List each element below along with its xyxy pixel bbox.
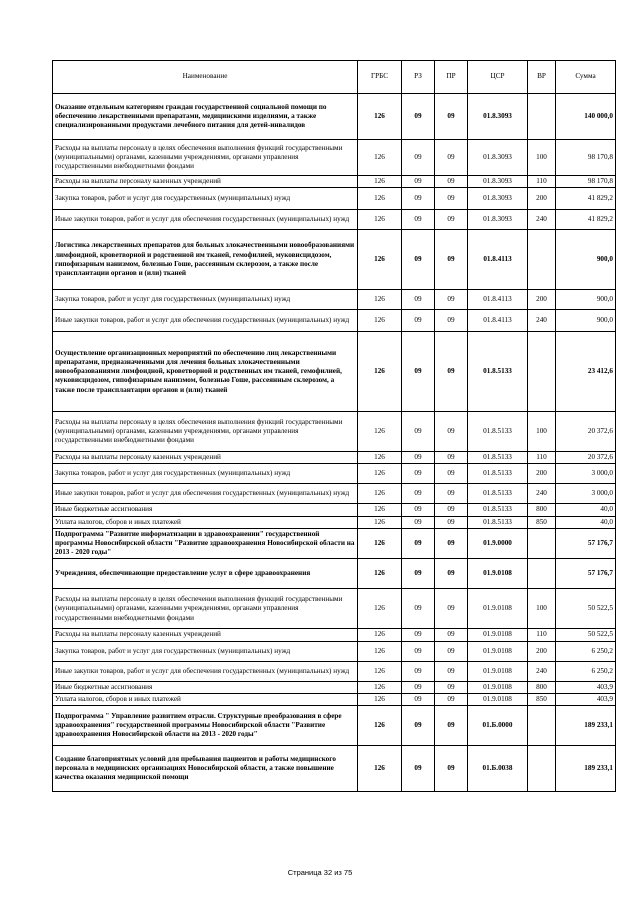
cell-sum: 3 000,0 [556,484,616,504]
cell-name: Подпрограмма "Развитие информатизации в здравоохранении" государственной программы Новосибирской области "Развитие здравоохранения Новосибирской области на 2013 - 2020 годы" [53,528,358,559]
cell-grbs: 126 [358,528,402,559]
cell-sum: 140 000,0 [556,94,616,140]
cell-rz: 09 [402,94,435,140]
cell-grbs: 126 [358,464,402,484]
table-row [53,140,616,176]
cell-grbs: 126 [358,140,402,176]
cell-sum: 403,9 [556,693,616,705]
cell-name: Иные закупки товаров, работ и услуг для обеспечения государственных (муниципальных) нужд [53,484,358,504]
table-row [53,516,616,528]
cell-pr: 09 [435,210,468,230]
cell-sum: 40,0 [556,516,616,528]
cell-pr: 09 [435,559,468,589]
cell-grbs: 126 [358,176,402,188]
cell-csr: 01.8.5133 [468,504,528,516]
cell-grbs: 126 [358,412,402,452]
cell-grbs: 126 [358,452,402,464]
cell-pr: 09 [435,230,468,290]
table-row [53,332,616,412]
cell-grbs: 126 [358,504,402,516]
table-row [53,528,616,559]
cell-pr: 09 [435,412,468,452]
cell-pr: 09 [435,484,468,504]
cell-name: Расходы на выплаты персоналу казенных учреждений [53,452,358,464]
cell-rz: 09 [402,230,435,290]
cell-vr [528,528,556,559]
cell-vr [528,94,556,140]
cell-vr: 200 [528,464,556,484]
table-header-row [53,61,616,94]
cell-pr: 09 [435,589,468,629]
cell-rz: 09 [402,332,435,412]
cell-name: Закупка товаров, работ и услуг для государственных (муниципальных) нужд [53,641,358,661]
cell-name: Иные бюджетные ассигнования [53,681,358,693]
cell-grbs: 126 [358,629,402,641]
header-name: Наименование [53,61,358,94]
page-footer: Страница 32 из 75 [287,868,353,877]
cell-name: Расходы на выплаты персоналу казенных учреждений [53,629,358,641]
cell-grbs: 126 [358,746,402,792]
table-row [53,661,616,681]
cell-name: Расходы на выплаты персоналу в целях обеспечения выполнения функций государственными (муниципальными) органами, казенными учреждениями, органами управления государственными внебюджетными фондами [53,589,358,629]
cell-csr: 01.8.3093 [468,188,528,210]
cell-pr: 09 [435,681,468,693]
cell-vr [528,230,556,290]
cell-csr: 01.9.0108 [468,559,528,589]
cell-csr: 01.8.5133 [468,464,528,484]
cell-sum: 57 176,7 [556,528,616,559]
cell-grbs: 126 [358,94,402,140]
header-grbs: ГРБС [358,61,402,94]
cell-name: Уплата налогов, сборов и иных платежей [53,516,358,528]
cell-name: Иные закупки товаров, работ и услуг для обеспечения государственных (муниципальных) нужд [53,310,358,332]
cell-grbs: 126 [358,210,402,230]
cell-rz: 09 [402,706,435,746]
header-rz: РЗ [402,61,435,94]
table-row [53,94,616,140]
table-row [53,290,616,310]
cell-pr: 09 [435,528,468,559]
cell-vr: 200 [528,188,556,210]
cell-sum: 98 170,8 [556,176,616,188]
cell-grbs: 126 [358,559,402,589]
cell-csr: 01.8.5133 [468,484,528,504]
cell-pr: 09 [435,746,468,792]
cell-grbs: 126 [358,706,402,746]
table-row [53,559,616,589]
table-row [53,310,616,332]
cell-pr: 09 [435,706,468,746]
cell-rz: 09 [402,464,435,484]
cell-csr: 01.8.4113 [468,310,528,332]
cell-sum: 41 829,2 [556,210,616,230]
cell-rz: 09 [402,661,435,681]
cell-csr: 01.8.4113 [468,230,528,290]
cell-csr: 01.9.0108 [468,589,528,629]
cell-csr: 01.9.0108 [468,641,528,661]
cell-grbs: 126 [358,681,402,693]
cell-grbs: 126 [358,290,402,310]
table-body [53,94,616,792]
cell-pr: 09 [435,332,468,412]
table-row [53,746,616,792]
cell-pr: 09 [435,516,468,528]
cell-rz: 09 [402,629,435,641]
table-row [53,484,616,504]
cell-grbs: 126 [358,661,402,681]
cell-pr: 09 [435,504,468,516]
cell-sum: 6 250,2 [556,661,616,681]
cell-rz: 09 [402,176,435,188]
cell-rz: 09 [402,641,435,661]
cell-vr: 850 [528,693,556,705]
cell-vr: 110 [528,452,556,464]
table-row [53,693,616,705]
cell-name: Закупка товаров, работ и услуг для государственных (муниципальных) нужд [53,464,358,484]
cell-grbs: 126 [358,693,402,705]
cell-sum: 50 522,5 [556,629,616,641]
table-row [53,504,616,516]
cell-rz: 09 [402,746,435,792]
cell-name: Создание благоприятных условий для пребывания пациентов и работы медицинского персонала в медицинских организациях Новосибирской области, а также повышение качества оказания медицинской помощи [53,746,358,792]
cell-sum: 23 412,6 [556,332,616,412]
table-row [53,641,616,661]
cell-grbs: 126 [358,484,402,504]
cell-pr: 09 [435,310,468,332]
table-row [53,629,616,641]
cell-grbs: 126 [358,332,402,412]
cell-csr: 01.Б.0000 [468,706,528,746]
cell-rz: 09 [402,290,435,310]
cell-vr: 800 [528,681,556,693]
cell-sum: 57 176,7 [556,559,616,589]
cell-sum: 900,0 [556,290,616,310]
cell-sum: 98 170,8 [556,140,616,176]
cell-csr: 01.9.0108 [468,681,528,693]
cell-sum: 20 372,6 [556,412,616,452]
cell-rz: 09 [402,528,435,559]
cell-vr: 240 [528,210,556,230]
cell-grbs: 126 [358,589,402,629]
cell-pr: 09 [435,464,468,484]
cell-rz: 09 [402,188,435,210]
cell-vr [528,559,556,589]
cell-name: Осуществление организационных мероприятий по обеспечению лиц лекарственными препаратами, предназначенными для лечения больных злокачественными новообразованиями лимфоидной, кроветворной и родственных им тканей, гемофилией, муковисцидозом, гипофизарным нанизмом, болезнью Гоше, рассеянным склерозом, а также после трансплантации органов и (или) тканей [53,332,358,412]
cell-csr: 01.9.0108 [468,629,528,641]
cell-name: Уплата налогов, сборов и иных платежей [53,693,358,705]
cell-rz: 09 [402,559,435,589]
table-row [53,589,616,629]
cell-rz: 09 [402,589,435,629]
cell-pr: 09 [435,176,468,188]
cell-grbs: 126 [358,310,402,332]
cell-rz: 09 [402,484,435,504]
cell-pr: 09 [435,290,468,310]
cell-rz: 09 [402,504,435,516]
cell-sum: 189 233,1 [556,706,616,746]
header-pr: ПР [435,61,468,94]
cell-vr: 850 [528,516,556,528]
cell-pr: 09 [435,641,468,661]
cell-csr: 01.8.3093 [468,94,528,140]
cell-vr [528,746,556,792]
cell-vr: 100 [528,412,556,452]
table-row [53,176,616,188]
cell-name: Расходы на выплаты персоналу в целях обеспечения выполнения функций государственными (муниципальными) органами, казенными учреждениями, органами управления государственными внебюджетными фондами [53,140,358,176]
cell-name: Расходы на выплаты персоналу казенных учреждений [53,176,358,188]
cell-rz: 09 [402,516,435,528]
cell-name: Иные закупки товаров, работ и услуг для обеспечения государственных (муниципальных) нужд [53,210,358,230]
cell-sum: 403,9 [556,681,616,693]
cell-sum: 189 233,1 [556,746,616,792]
budget-table [52,60,616,792]
table-row [53,412,616,452]
cell-vr: 110 [528,176,556,188]
cell-rz: 09 [402,452,435,464]
cell-grbs: 126 [358,516,402,528]
cell-pr: 09 [435,629,468,641]
cell-vr: 200 [528,641,556,661]
cell-csr: 01.9.0108 [468,661,528,681]
cell-name: Закупка товаров, работ и услуг для государственных (муниципальных) нужд [53,188,358,210]
cell-csr: 01.8.5133 [468,332,528,412]
cell-vr: 200 [528,290,556,310]
table-row [53,681,616,693]
cell-sum: 41 829,2 [556,188,616,210]
table-row [53,706,616,746]
cell-csr: 01.9.0108 [468,693,528,705]
cell-vr: 100 [528,140,556,176]
cell-vr: 800 [528,504,556,516]
table-row [53,464,616,484]
cell-rz: 09 [402,681,435,693]
cell-pr: 09 [435,661,468,681]
cell-pr: 09 [435,188,468,210]
cell-sum: 3 000,0 [556,464,616,484]
cell-vr: 240 [528,661,556,681]
cell-name: Расходы на выплаты персоналу в целях обеспечения выполнения функций государственными (муниципальными) органами, казенными учреждениями, органами управления государственными внебюджетными фондами [53,412,358,452]
cell-csr: 01.8.3093 [468,140,528,176]
table-row [53,210,616,230]
cell-vr [528,706,556,746]
cell-pr: 09 [435,693,468,705]
cell-name: Оказание отдельным категориям граждан государственной социальной помощи по обеспечению лекарственными препаратами, медицинскими изделиями, а также специализированными продуктами лечебного питания для детей-инвалидов [53,94,358,140]
cell-vr: 110 [528,629,556,641]
cell-csr: 01.8.5133 [468,452,528,464]
cell-csr: 01.8.5133 [468,516,528,528]
cell-csr: 01.9.0000 [468,528,528,559]
cell-csr: 01.8.3093 [468,176,528,188]
cell-grbs: 126 [358,641,402,661]
cell-grbs: 126 [358,188,402,210]
cell-vr: 100 [528,589,556,629]
cell-name: Учреждения, обеспечивающие предоставление услуг в сфере здравоохранения [53,559,358,589]
cell-name: Подпрограмма " Управление развитием отрасли. Структурные преобразования в сфере здравоохранения" государственной программы Новосибирской области "Развитие здравоохранения Новосибирской области на 2013 - 2020 годы" [53,706,358,746]
cell-vr: 240 [528,484,556,504]
cell-sum: 20 372,6 [556,452,616,464]
cell-rz: 09 [402,412,435,452]
cell-vr: 240 [528,310,556,332]
cell-pr: 09 [435,452,468,464]
cell-name: Иные бюджетные ассигнования [53,504,358,516]
header-csr: ЦСР [468,61,528,94]
cell-sum: 6 250,2 [556,641,616,661]
cell-rz: 09 [402,693,435,705]
cell-csr: 01.Б.0038 [468,746,528,792]
cell-grbs: 126 [358,230,402,290]
cell-pr: 09 [435,140,468,176]
cell-csr: 01.8.3093 [468,210,528,230]
cell-rz: 09 [402,310,435,332]
cell-sum: 900,0 [556,230,616,290]
cell-vr [528,332,556,412]
cell-name: Закупка товаров, работ и услуг для государственных (муниципальных) нужд [53,290,358,310]
cell-rz: 09 [402,140,435,176]
cell-sum: 40,0 [556,504,616,516]
cell-pr: 09 [435,94,468,140]
cell-sum: 50 522,5 [556,589,616,629]
table-row [53,452,616,464]
cell-rz: 09 [402,210,435,230]
header-sum: Сумма [556,61,616,94]
cell-name: Иные закупки товаров, работ и услуг для обеспечения государственных (муниципальных) нужд [53,661,358,681]
cell-csr: 01.8.4113 [468,290,528,310]
cell-csr: 01.8.5133 [468,412,528,452]
table-row [53,230,616,290]
cell-name: Логистика лекарственных препаратов для больных злокачественными новообразованиями лимфоидной, кроветворной и родственной им тканей, гемофилией, муковисцидозом, гипофизарным нанизмом, болезнью Гоше, рассеянным склерозом, а также после трансплантации органов и (или) тканей [53,230,358,290]
header-vr: ВР [528,61,556,94]
cell-sum: 900,0 [556,310,616,332]
table-row [53,188,616,210]
